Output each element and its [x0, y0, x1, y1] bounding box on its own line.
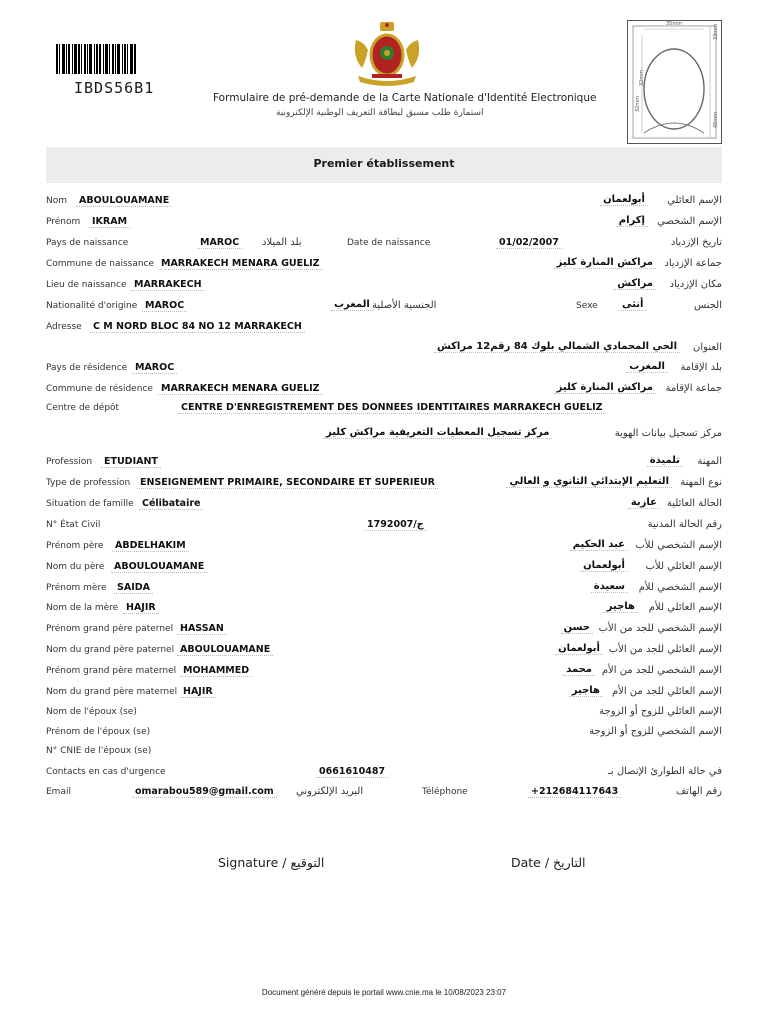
prenom-pere-ar-label: الإسم الشخصي للأب [635, 540, 722, 551]
nom-gp-paternel-value: ABOULOUAMANE [177, 644, 273, 656]
prenom-gp-maternel-ar-value: محمد [563, 664, 595, 676]
nom-ar-label: الإسم العائلي [667, 195, 722, 206]
type-profession-ar-value: التعليم الإبتدائي الثانوي و العالي [506, 476, 672, 488]
coat-of-arms-icon [350, 20, 424, 86]
commune-naissance-value: MARRAKECH MENARA GUELIZ [158, 258, 323, 270]
date-label: Date / التاريخ [511, 855, 586, 870]
prenom-ar-value: إكرام [616, 215, 648, 227]
date-naissance-label: Date de naissance [347, 238, 431, 248]
situation-famille-ar-value: عازبة [628, 497, 660, 509]
barcode [56, 44, 172, 74]
nom-gp-maternel-ar-label: الإسم العائلي للجد من الأم [611, 686, 722, 697]
prenom-pere-ar-value: عبد الحكيم [570, 539, 628, 551]
nom-mere-label: Nom de la mère [46, 603, 119, 613]
adresse-ar-label: العنوان [693, 342, 722, 353]
photo-box [627, 20, 722, 144]
centre-depot-ar-value: مركز تسجيل المعطيات التعريفية مراكش كليز [323, 427, 552, 439]
pays-residence-value: MAROC [132, 362, 177, 374]
prenom-ar-label: الإسم الشخصي [657, 216, 722, 227]
prenom-gp-maternel-label: Prénom grand père maternel [46, 666, 177, 676]
prenom-label: Prénom [46, 217, 81, 227]
adresse-value: C M NORD BLOC 84 NO 12 MARRAKECH [90, 321, 305, 333]
date-naissance-value: 01/02/2007 [496, 237, 562, 249]
centre-depot-label: Centre de dépôt [46, 403, 120, 413]
prenom-gp-paternel-label: Prénom grand père paternel [46, 624, 174, 634]
situation-famille-label: Situation de famille [46, 499, 134, 509]
nom-gp-paternel-ar-label: الإسم العائلي للجد من الأب [608, 644, 722, 655]
nom-ar-value: أبولعمان [600, 194, 648, 206]
prenom-mere-value: SAIDA [114, 582, 153, 594]
commune-residence-value: MARRAKECH MENARA GUELIZ [158, 383, 323, 395]
centre-depot-value: CENTRE D'ENREGISTREMENT DES DONNEES IDENTITAIRES MARRAKECH GUELIZ [178, 402, 606, 414]
prenom-mere-label: Prénom mère [46, 583, 107, 593]
contacts-urgence-value: 0661610487 [316, 766, 388, 778]
contacts-urgence-ar-label: في حالة الطوارئ الإتصال بـ [607, 766, 722, 777]
telephone-ar-label: رقم الهاتف [675, 786, 722, 797]
pays-residence-ar-label: بلد الإقامة [680, 362, 722, 373]
prenom-gp-maternel-ar-label: الإسم الشخصي للجد من الأم [601, 665, 722, 676]
etat-civil-ar-label: رقم الحالة المدنية [647, 519, 722, 530]
nationalite-label: Nationalité d'origine [46, 301, 138, 311]
nom-gp-paternel-label: Nom du grand père paternel [46, 645, 175, 655]
nom-epoux-ar-label: الإسم العائلي للزوج أو الزوجة [599, 706, 722, 717]
form-title-fr: Formulaire de pré-demande de la Carte Nationale d'Identité Electronique [213, 92, 597, 104]
lieu-naissance-label: Lieu de naissance [46, 280, 127, 290]
telephone-label: Téléphone [422, 787, 468, 797]
prenom-gp-maternel-value: MOHAMMED [180, 665, 252, 677]
prenom-gp-paternel-value: HASSAN [177, 623, 227, 635]
lieu-naissance-ar-label: مكان الإزدياد [669, 279, 722, 290]
commune-naissance-label: Commune de naissance [46, 259, 155, 269]
nom-pere-value: ABOULOUAMANE [111, 561, 207, 573]
prenom-epoux-label: Prénom de l'époux (se) [46, 727, 151, 737]
nom-pere-label: Nom du père [46, 562, 105, 572]
prenom-gp-paternel-ar-value: حسن [561, 622, 593, 634]
photo-dim-face-h: 32mm [635, 95, 642, 113]
nationalite-ar-label: الجنسية الأصلية [372, 300, 437, 311]
nom-pere-ar-label: الإسم العائلي للأب [645, 561, 722, 572]
profession-ar-label: المهنة [697, 456, 722, 467]
telephone-value: +212684117643 [528, 786, 621, 798]
sexe-label: Sexe [576, 301, 598, 311]
photo-dim-face-w: 32mm [639, 69, 646, 87]
situation-famille-value: Célibataire [139, 498, 203, 510]
nom-label: Nom [46, 196, 68, 206]
commune-naissance-ar-value: مراكش المنارة كليز [554, 257, 656, 269]
pays-naissance-label: Pays de naissance [46, 238, 129, 248]
pays-naissance-value: MAROC [197, 237, 242, 249]
photo-dim-h: 45mm [713, 111, 720, 129]
lieu-naissance-ar-value: مراكش [614, 278, 656, 290]
type-profession-value: ENSEIGNEMENT PRIMAIRE, SECONDAIRE ET SUPERIEUR [137, 477, 438, 489]
section-band [46, 147, 722, 183]
sexe-ar-label: الجنس [693, 300, 722, 311]
prenom-epoux-ar-label: الإسم الشخصي للزوج أو الزوجة [589, 726, 722, 737]
email-label: Email [46, 787, 71, 797]
form-title-ar: استمارة طلب مسبق لبطاقة التعريف الوطنية الإلكترونية [276, 108, 484, 118]
nom-mere-ar-value: هاجير [604, 601, 638, 613]
nationalite-value: MAROC [142, 300, 187, 312]
nom-gp-paternel-ar-value: أبولعمان [555, 643, 603, 655]
adresse-ar-value: الحي المحمادي الشمالي بلوك 84 رقم12 مراكش [434, 341, 680, 353]
cnie-epoux-label: N° CNIE de l'époux (se) [46, 746, 152, 756]
prenom-value: IKRAM [89, 216, 130, 228]
prenom-pere-label: Prénom père [46, 541, 104, 551]
centre-depot-ar-label: مركز تسجيل بيانات الهوية [614, 428, 722, 439]
email-value: omarabou589@gmail.com [132, 786, 277, 798]
commune-residence-label: Commune de résidence [46, 384, 153, 394]
nom-gp-maternel-value: HAJIR [180, 686, 216, 698]
section-title: Premier établissement [313, 157, 455, 170]
date-naissance-ar-label: تاريخ الإزدياد [670, 237, 722, 248]
sexe-ar-value: أنثى [619, 299, 646, 311]
etat-civil-value: 179ج/2007 [364, 519, 427, 531]
commune-residence-ar-value: مراكش المنارة كليز [554, 382, 656, 394]
nom-mere-ar-label: الإسم العائلي للأم [648, 602, 722, 613]
prenom-mere-ar-label: الإسم الشخصي للأم [638, 582, 722, 593]
pays-naissance-ar-label: بلد الميلاد [262, 237, 302, 248]
commune-naissance-ar-label: جماعة الإزدياد [664, 258, 722, 269]
adresse-label: Adresse [46, 322, 82, 332]
nom-value: ABOULOUAMANE [76, 195, 172, 207]
profession-label: Profession [46, 457, 93, 467]
nom-epoux-label: Nom de l'époux (se) [46, 707, 137, 717]
commune-residence-ar-label: جماعة الإقامة [665, 383, 722, 394]
lieu-naissance-value: MARRAKECH [131, 279, 205, 291]
photo-dim-head: 33mm [713, 23, 720, 41]
barcode-text: IBDS56B1 [74, 79, 155, 97]
nom-mere-value: HAJIR [123, 602, 159, 614]
type-profession-ar-label: نوع المهنة [680, 477, 722, 488]
type-profession-label: Type de profession [46, 478, 131, 488]
etat-civil-label: N° État Civil [46, 520, 101, 530]
pays-residence-label: Pays de résidence [46, 363, 128, 373]
footer-text: Document généré depuis le portail www.cnie.ma le 10/08/2023 23:07 [261, 988, 507, 997]
prenom-mere-ar-value: سعيدة [591, 581, 628, 593]
nationalite-ar-value: المغرب [331, 299, 373, 311]
photo-dim-w: 35mm [666, 21, 683, 27]
prenom-pere-value: ABDELHAKIM [112, 540, 189, 552]
contacts-urgence-label: Contacts en cas d'urgence [46, 767, 166, 777]
nom-gp-maternel-label: Nom du grand père maternel [46, 687, 178, 697]
profession-value: ETUDIANT [101, 456, 161, 468]
pays-residence-ar-value: المغرب [626, 361, 668, 373]
profession-ar-value: تلميذة [647, 455, 683, 467]
signature-label: Signature / التوقيع [218, 855, 325, 870]
nom-gp-maternel-ar-value: هاجير [569, 685, 603, 697]
email-ar-label: البريد الإلكتروني [296, 786, 364, 797]
nom-pere-ar-value: أبولعمان [580, 560, 628, 572]
situation-famille-ar-label: الحالة العائلية [666, 498, 722, 509]
prenom-gp-paternel-ar-label: الإسم الشخصي للجد من الأب [598, 623, 722, 634]
